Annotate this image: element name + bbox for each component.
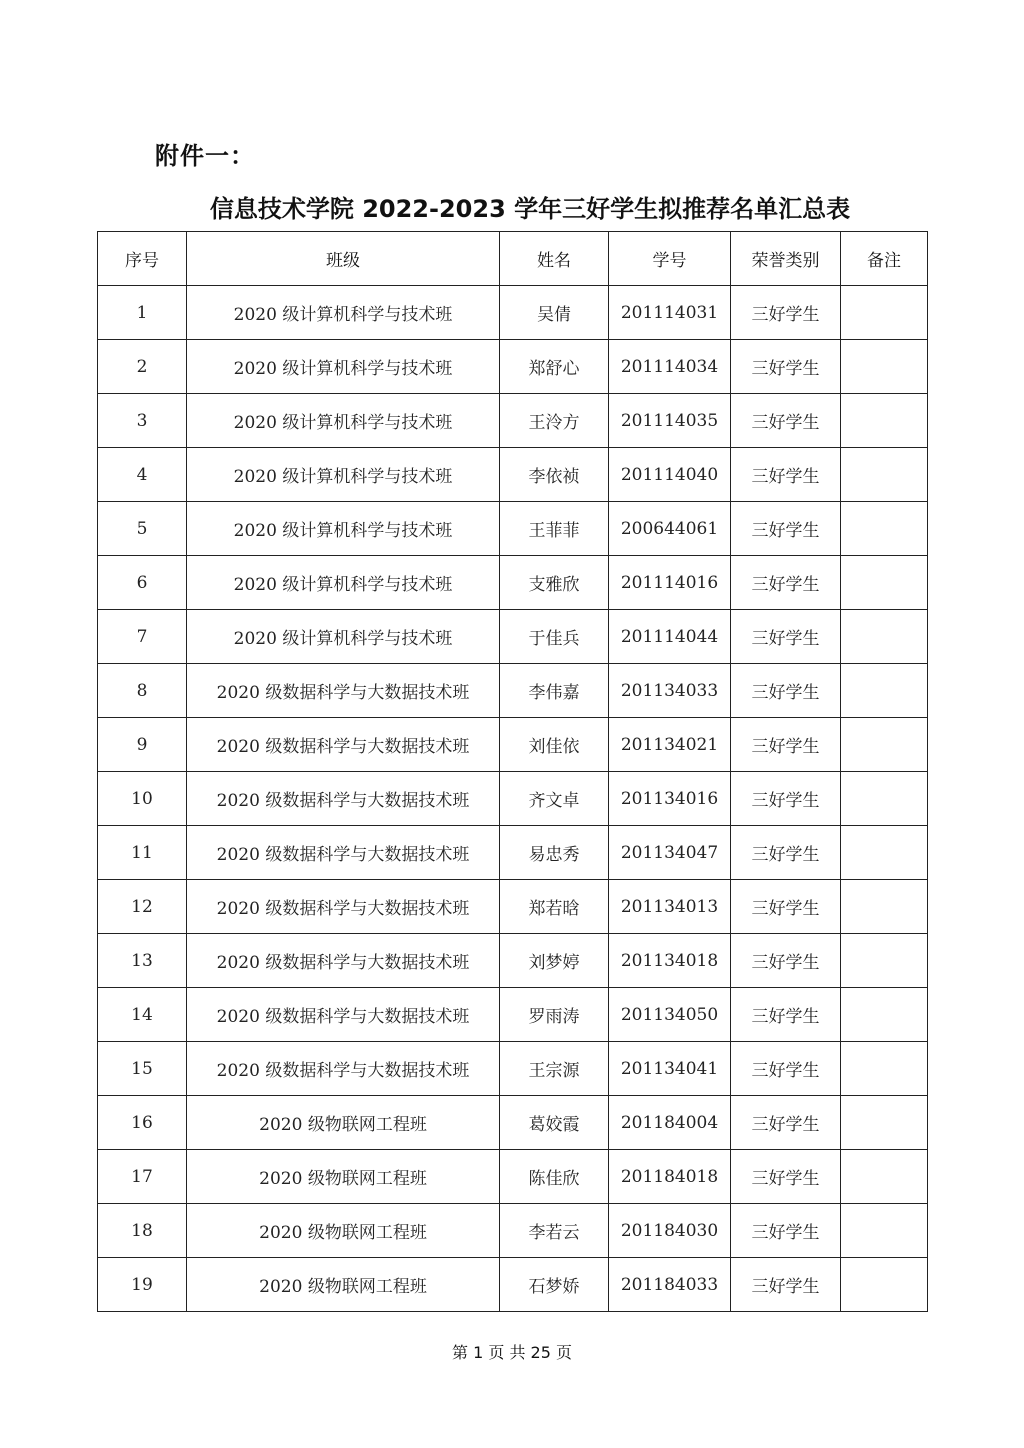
cell-note [841,1258,928,1312]
roster-table [97,231,928,1312]
footer-suffix: 页 [556,1343,573,1362]
cell-class: 2020 级物联网工程班 [187,1096,500,1150]
cell-honor: 三好学生 [731,610,841,664]
cell-index: 8 [98,664,187,718]
cell-class: 2020 级物联网工程班 [187,1150,500,1204]
cell-index: 17 [98,1150,187,1204]
footer-total-pages: 25 [530,1343,551,1362]
cell-index: 3 [98,394,187,448]
cell-honor: 三好学生 [731,502,841,556]
cell-class: 2020 级计算机科学与技术班 [187,394,500,448]
cell-student-id: 201134013 [609,880,731,934]
cell-name: 于佳兵 [500,610,609,664]
cell-note [841,772,928,826]
header-cell-name: 姓名 [500,232,609,286]
header-cell-index: 序号 [98,232,187,286]
table-row [98,880,928,934]
cell-honor: 三好学生 [731,286,841,340]
cell-student-id: 201114034 [609,340,731,394]
cell-index: 19 [98,1258,187,1312]
cell-name: 葛姣霞 [500,1096,609,1150]
cell-honor: 三好学生 [731,934,841,988]
cell-honor: 三好学生 [731,664,841,718]
cell-index: 18 [98,1204,187,1258]
cell-name: 李伟嘉 [500,664,609,718]
table-row [98,286,928,340]
cell-name: 支雅欣 [500,556,609,610]
table-row [98,934,928,988]
table-row [98,1150,928,1204]
cell-student-id: 201114035 [609,394,731,448]
cell-class: 2020 级物联网工程班 [187,1204,500,1258]
cell-class: 2020 级数据科学与大数据技术班 [187,1042,500,1096]
cell-note [841,556,928,610]
cell-name: 郑若晗 [500,880,609,934]
header-cell-student-id: 学号 [609,232,731,286]
cell-index: 15 [98,1042,187,1096]
cell-class: 2020 级计算机科学与技术班 [187,556,500,610]
cell-note [841,934,928,988]
cell-honor: 三好学生 [731,988,841,1042]
cell-note [841,502,928,556]
cell-honor: 三好学生 [731,772,841,826]
cell-name: 罗雨涛 [500,988,609,1042]
cell-note [841,1150,928,1204]
cell-honor: 三好学生 [731,556,841,610]
cell-note [841,286,928,340]
cell-class: 2020 级计算机科学与技术班 [187,610,500,664]
cell-student-id: 201134047 [609,826,731,880]
cell-class: 2020 级物联网工程班 [187,1258,500,1312]
cell-honor: 三好学生 [731,1042,841,1096]
cell-name: 齐文卓 [500,772,609,826]
cell-honor: 三好学生 [731,1204,841,1258]
cell-name: 吴倩 [500,286,609,340]
cell-index: 1 [98,286,187,340]
cell-student-id: 201184004 [609,1096,731,1150]
cell-class: 2020 级数据科学与大数据技术班 [187,664,500,718]
table-row [98,664,928,718]
attachment-label: 附件一： [155,142,255,170]
table-row [98,448,928,502]
cell-index: 16 [98,1096,187,1150]
document-title: 信息技术学院 2022-2023 学年三好学生拟推荐名单汇总表 [209,195,851,223]
cell-class: 2020 级数据科学与大数据技术班 [187,772,500,826]
table-row [98,1258,928,1312]
cell-honor: 三好学生 [731,718,841,772]
cell-student-id: 201114040 [609,448,731,502]
cell-class: 2020 级计算机科学与技术班 [187,340,500,394]
table-row [98,1096,928,1150]
header-cell-honor: 荣誉类别 [731,232,841,286]
cell-honor: 三好学生 [731,394,841,448]
table-row [98,340,928,394]
cell-student-id: 201184030 [609,1204,731,1258]
footer-middle: 页 共 [488,1343,526,1362]
cell-note [841,718,928,772]
cell-class: 2020 级数据科学与大数据技术班 [187,880,500,934]
cell-note [841,1096,928,1150]
cell-name: 李依祯 [500,448,609,502]
cell-class: 2020 级计算机科学与技术班 [187,502,500,556]
cell-name: 石梦娇 [500,1258,609,1312]
cell-note [841,988,928,1042]
cell-class: 2020 级数据科学与大数据技术班 [187,934,500,988]
cell-student-id: 201114016 [609,556,731,610]
header-cell-note: 备注 [841,232,928,286]
footer-current-page: 1 [473,1343,484,1362]
cell-student-id: 201114031 [609,286,731,340]
cell-note [841,1042,928,1096]
cell-name: 王泠方 [500,394,609,448]
cell-index: 6 [98,556,187,610]
cell-index: 9 [98,718,187,772]
cell-student-id: 201134018 [609,934,731,988]
cell-student-id: 201134041 [609,1042,731,1096]
table-row [98,1204,928,1258]
table-row [98,394,928,448]
cell-honor: 三好学生 [731,1258,841,1312]
table-row [98,502,928,556]
cell-note [841,448,928,502]
cell-index: 11 [98,826,187,880]
cell-index: 14 [98,988,187,1042]
cell-student-id: 201134033 [609,664,731,718]
cell-name: 刘梦婷 [500,934,609,988]
cell-honor: 三好学生 [731,1150,841,1204]
table-row [98,610,928,664]
cell-name: 李若云 [500,1204,609,1258]
cell-name: 易忠秀 [500,826,609,880]
cell-note [841,664,928,718]
cell-name: 刘佳依 [500,718,609,772]
cell-class: 2020 级数据科学与大数据技术班 [187,718,500,772]
table-header-row [98,232,928,286]
cell-honor: 三好学生 [731,340,841,394]
cell-honor: 三好学生 [731,1096,841,1150]
cell-name: 陈佳欣 [500,1150,609,1204]
cell-honor: 三好学生 [731,448,841,502]
page-footer [0,1340,1024,1363]
cell-honor: 三好学生 [731,880,841,934]
cell-class: 2020 级数据科学与大数据技术班 [187,826,500,880]
cell-name: 王菲菲 [500,502,609,556]
cell-note [841,1204,928,1258]
cell-honor: 三好学生 [731,826,841,880]
cell-name: 郑舒心 [500,340,609,394]
cell-name: 王宗源 [500,1042,609,1096]
cell-note [841,880,928,934]
footer-prefix: 第 [451,1343,468,1362]
table-row [98,718,928,772]
cell-student-id: 201184018 [609,1150,731,1204]
cell-class: 2020 级计算机科学与技术班 [187,286,500,340]
cell-note [841,610,928,664]
cell-index: 7 [98,610,187,664]
cell-note [841,826,928,880]
table-row [98,772,928,826]
header-cell-class: 班级 [187,232,500,286]
cell-index: 13 [98,934,187,988]
cell-index: 4 [98,448,187,502]
cell-index: 5 [98,502,187,556]
cell-index: 12 [98,880,187,934]
cell-student-id: 200644061 [609,502,731,556]
table-body [98,286,928,1312]
cell-index: 10 [98,772,187,826]
cell-student-id: 201134050 [609,988,731,1042]
table-row [98,556,928,610]
table-row [98,988,928,1042]
cell-class: 2020 级数据科学与大数据技术班 [187,988,500,1042]
cell-note [841,394,928,448]
cell-class: 2020 级计算机科学与技术班 [187,448,500,502]
table-row [98,1042,928,1096]
cell-index: 2 [98,340,187,394]
cell-note [841,340,928,394]
cell-student-id: 201184033 [609,1258,731,1312]
cell-student-id: 201114044 [609,610,731,664]
cell-student-id: 201134016 [609,772,731,826]
cell-student-id: 201134021 [609,718,731,772]
table-row [98,826,928,880]
